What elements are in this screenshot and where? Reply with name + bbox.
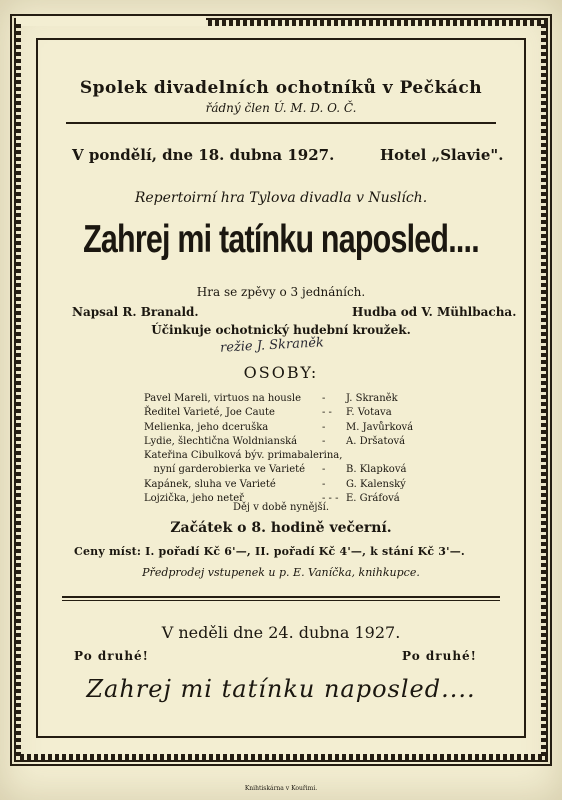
play-subtitle: Hra se zpěvy o 3 jednáních. xyxy=(196,285,366,299)
cast-role: Kateřina Cibulková býv. primabalerina, xyxy=(144,450,343,462)
divider-rule xyxy=(62,596,500,598)
cast-dash: - xyxy=(322,464,326,476)
cast-row xyxy=(144,450,504,464)
cast-dash: - - - xyxy=(322,493,339,505)
cast-role: Lydie, šlechtična Woldnianská xyxy=(144,435,298,447)
border-gap xyxy=(16,16,206,26)
cast-dash: - - xyxy=(322,407,332,419)
cast-actor: E. Gráfová xyxy=(346,493,400,505)
cast-actor: G. Kalenský xyxy=(346,478,406,490)
play-title: Zahrej mi tatínku naposled.... xyxy=(83,218,479,261)
cast-role: Kapánek, sluha ve Varieté xyxy=(144,478,276,490)
cast-role: Pavel Mareli, virtuos na housle xyxy=(144,393,301,404)
membership-note: řádný člen Ú. M. D. O. Č. xyxy=(205,101,357,115)
cast-actor: M. Javůrková xyxy=(346,421,414,433)
repertoire-note: Repertoirní hra Tylova divadla v Nuslích. xyxy=(134,190,428,206)
cast-actor: J. Skraněk xyxy=(346,393,398,404)
cast-role: Ředitel Varieté, Joe Caute xyxy=(144,407,275,419)
cast-dash: - xyxy=(322,421,326,433)
printer-credit: Knihtiskárna v Kouřimi. xyxy=(244,785,318,792)
cast-actor: A. Dršatová xyxy=(346,435,406,447)
cast-dash: - xyxy=(322,393,326,404)
cast-dash: - xyxy=(322,478,326,490)
cast-role: nyní garderobierka ve Varieté xyxy=(144,464,306,476)
second-performance-left: Po druhé! xyxy=(74,649,149,663)
ornamental-border-top xyxy=(208,18,548,26)
setting-note: Děj v době nynější. xyxy=(232,502,330,513)
venue: Hotel „Slavie". xyxy=(380,146,504,164)
play-title-repeat: Zahrej mi tatínku naposled.... xyxy=(86,675,476,703)
second-performance-right: Po druhé! xyxy=(402,649,477,663)
performance-date: V pondělí, dne 18. dubna 1927. xyxy=(72,146,335,164)
handwritten-signature: režie J. Skraněk xyxy=(219,335,325,356)
music-credit: Hudba od V. Mühlbacha. xyxy=(352,305,517,319)
cast-heading: OSOBY: xyxy=(243,363,319,382)
author-credit: Napsal R. Branald. xyxy=(72,305,199,319)
cast-row xyxy=(144,407,504,421)
cast-row xyxy=(144,436,504,450)
ensemble-note: Účinkuje ochotnický hudební kroužek. xyxy=(151,323,411,337)
cast-list xyxy=(144,393,504,507)
cast-role: Melienka, jeho dceruška xyxy=(144,421,269,433)
divider-rule xyxy=(66,122,496,124)
cast-row xyxy=(144,479,504,493)
divider-rule xyxy=(62,600,500,601)
repeat-date: V neděli dne 24. dubna 1927. xyxy=(161,623,401,642)
cast-actor: F. Votava xyxy=(346,407,392,419)
cast-row xyxy=(144,464,504,478)
cast-role: Lojzička, jeho neteř xyxy=(144,493,244,505)
cast-dash: - xyxy=(322,435,326,447)
presale-note: Předprodej vstupenek u p. E. Vaníčka, knihkupce. xyxy=(142,566,420,579)
cast-row xyxy=(144,422,504,436)
society-name: Spolek divadelních ochotníků v Pečkách xyxy=(79,78,483,98)
ticket-prices: Ceny míst: I. pořadí Kč 6'—, II. pořadí Kč 4'—, k stání Kč 3'—. xyxy=(74,545,465,558)
ornamental-border-bottom xyxy=(20,754,548,762)
cast-row xyxy=(144,393,504,407)
ornamental-border-right xyxy=(541,24,548,756)
ornamental-border-left xyxy=(14,24,21,756)
cast-actor: B. Klapková xyxy=(346,464,407,476)
start-time: Začátek o 8. hodině večerní. xyxy=(170,520,392,536)
